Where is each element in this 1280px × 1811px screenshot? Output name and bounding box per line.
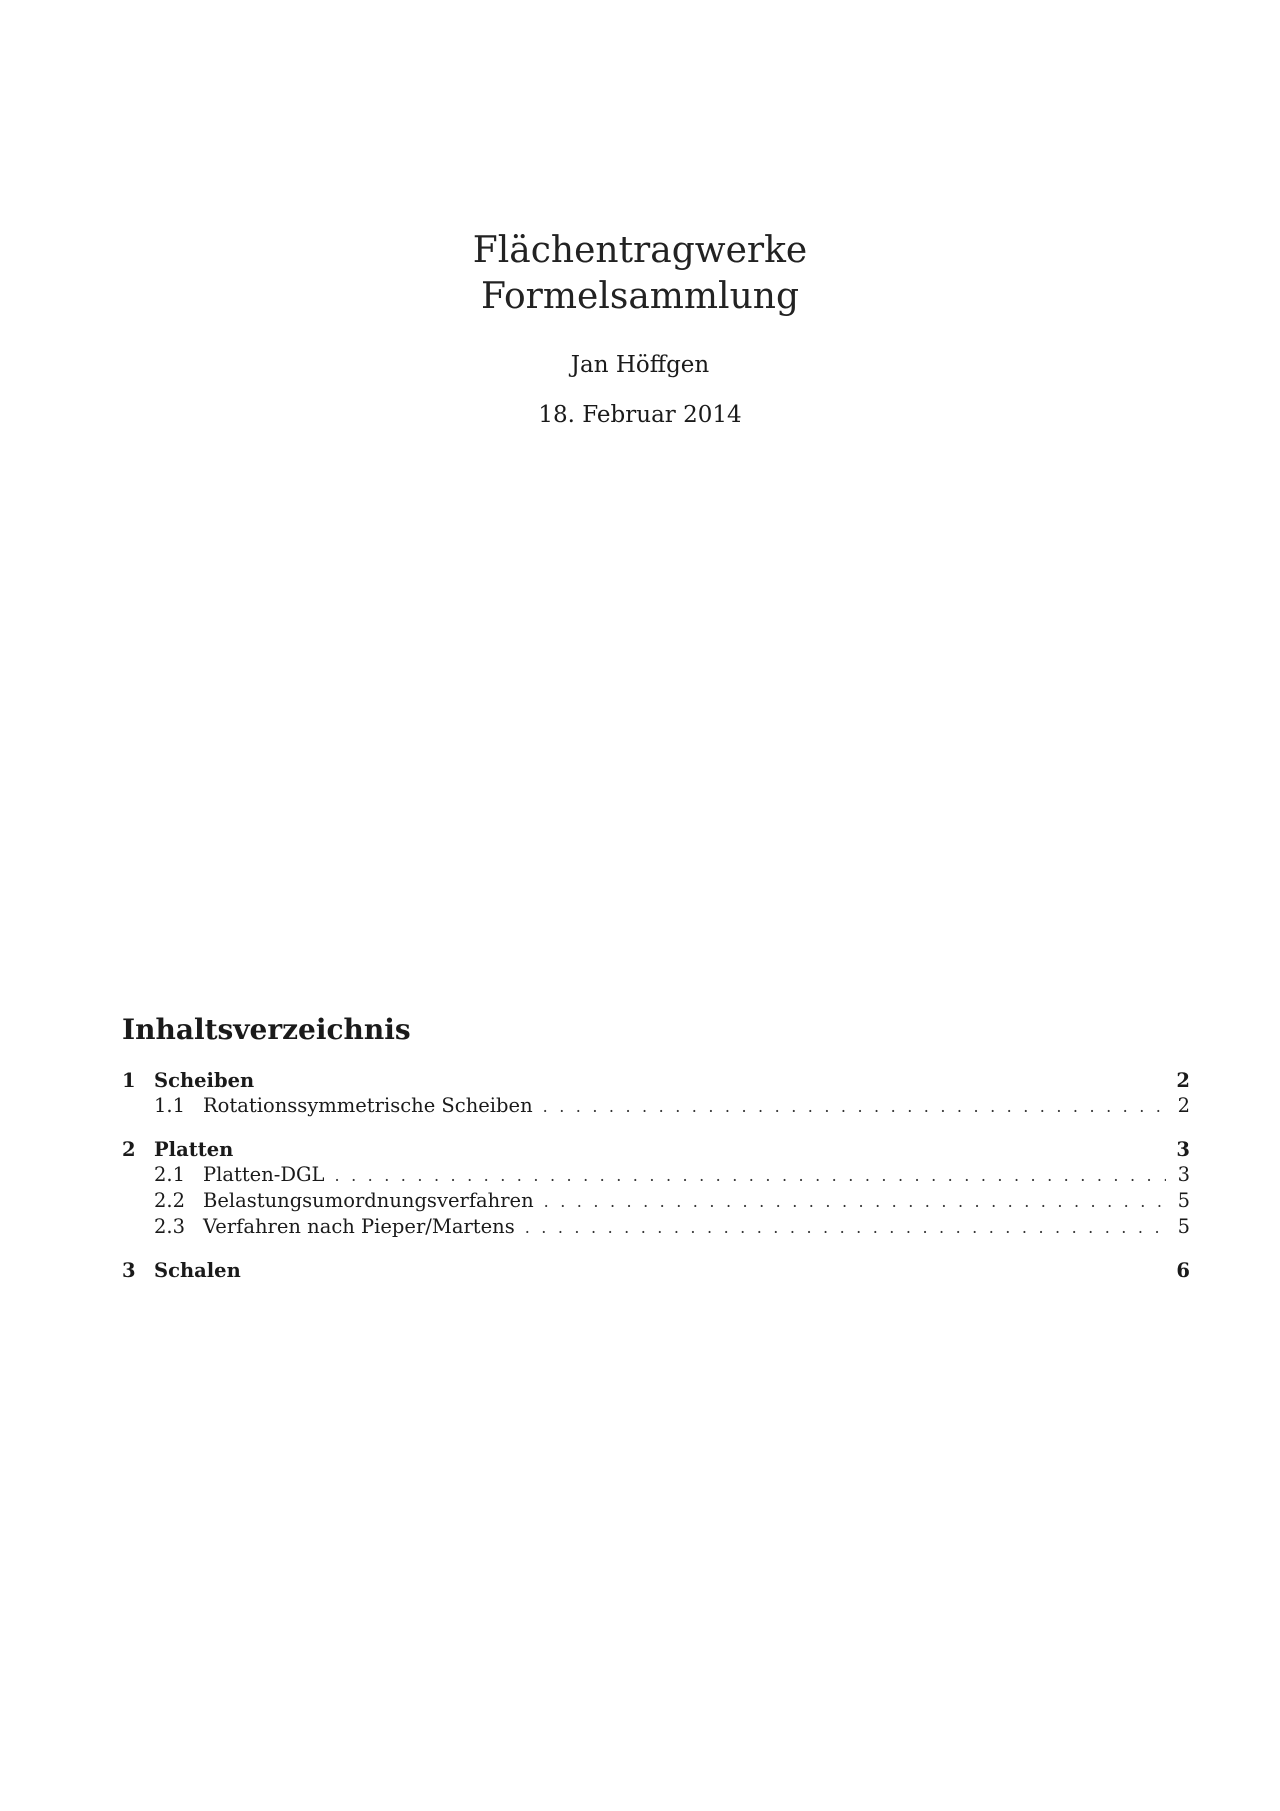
toc-entry-number: 2.2	[154, 1189, 186, 1212]
toc-entry-verfahren-nach-pieper-martens[interactable]	[122, 1214, 1190, 1240]
table-of-contents	[122, 1012, 1190, 1301]
toc-entry-platten-dgl[interactable]	[122, 1162, 1190, 1188]
toc-entry-scheiben[interactable]	[122, 1068, 1190, 1093]
toc-entry-number: 3	[122, 1259, 136, 1282]
toc-entry-belastungsumordnungsverfahren[interactable]	[122, 1188, 1190, 1214]
toc-entry-page: 5	[1177, 1189, 1190, 1212]
toc-entry-number: 2.1	[154, 1163, 186, 1186]
author: Jan Höffgen	[570, 352, 710, 378]
toc-entry-number: 2.3	[154, 1215, 186, 1238]
toc-entry-number: 2	[122, 1138, 136, 1161]
toc-entry-page: 3	[1177, 1163, 1190, 1186]
toc-heading: Inhaltsverzeichnis	[122, 1013, 411, 1046]
document-title-line-2: Formelsammlung	[481, 276, 799, 317]
toc-section-1	[122, 1068, 1190, 1119]
toc-entry-page: 2	[1176, 1069, 1190, 1092]
toc-dot-leader	[525, 1215, 1166, 1240]
date: 18. Februar 2014	[538, 402, 742, 428]
toc-entry-label: Rotationssymmetrische Scheiben	[203, 1094, 533, 1117]
toc-entry-rotationssymmetrische-scheiben[interactable]	[122, 1093, 1190, 1119]
toc-entry-schalen[interactable]	[122, 1258, 1190, 1283]
document-title-line-1: Flächentragwerke	[472, 230, 808, 271]
toc-entry-page: 3	[1176, 1138, 1190, 1161]
toc-entry-page: 6	[1176, 1259, 1190, 1282]
toc-entry-platten[interactable]	[122, 1137, 1190, 1162]
toc-entry-label: Schalen	[154, 1259, 241, 1282]
title-block	[0, 228, 1280, 430]
toc-dot-leader	[544, 1189, 1166, 1214]
toc-dot-leader	[335, 1163, 1166, 1188]
toc-entry-label: Platten	[154, 1138, 234, 1161]
toc-section-3	[122, 1258, 1190, 1283]
toc-section-2	[122, 1137, 1190, 1240]
toc-entry-page: 2	[1177, 1094, 1190, 1117]
toc-dot-leader	[543, 1094, 1166, 1119]
toc-entry-number: 1	[122, 1069, 136, 1092]
toc-entry-label: Verfahren nach Pieper/Martens	[203, 1215, 515, 1238]
toc-entry-number: 1.1	[154, 1094, 186, 1117]
toc-entry-page: 5	[1177, 1215, 1190, 1238]
toc-entry-label: Platten-DGL	[203, 1163, 325, 1186]
toc-entry-label: Scheiben	[154, 1069, 255, 1092]
toc-entry-label: Belastungsumordnungsverfahren	[203, 1189, 534, 1212]
